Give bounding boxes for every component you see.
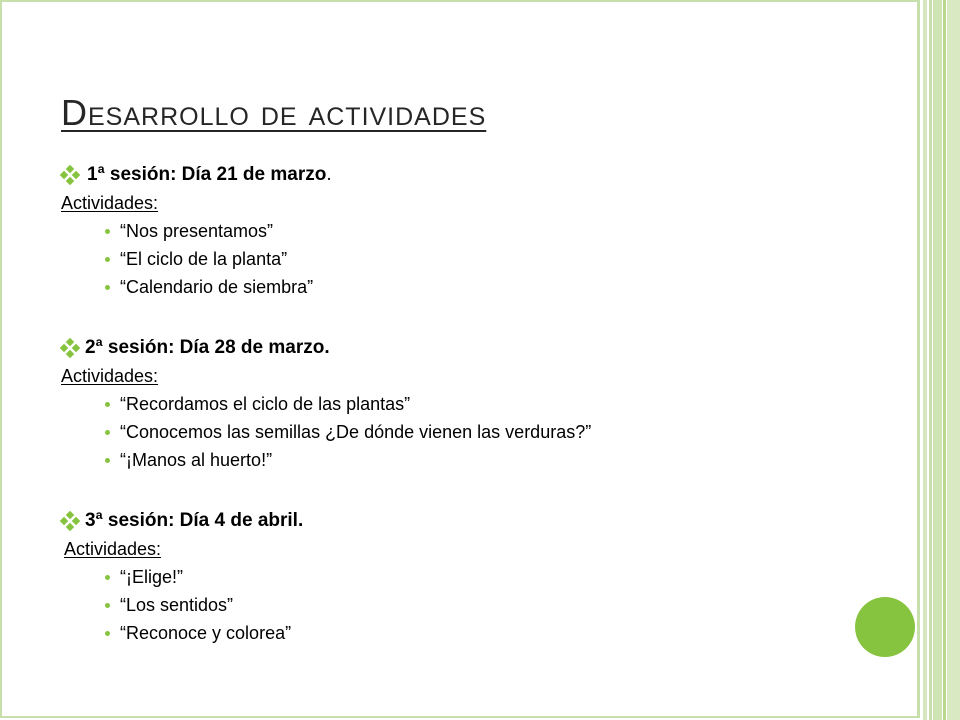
list-item bbox=[105, 619, 841, 647]
activities-label: Actividades: bbox=[61, 366, 159, 386]
round-bullet-icon bbox=[105, 575, 110, 580]
session-heading-text: 2ª sesión: Día 28 de marzo. bbox=[85, 337, 330, 358]
side-stripe bbox=[943, 0, 946, 720]
activity-list bbox=[61, 390, 841, 474]
session-heading bbox=[61, 160, 841, 190]
activity-text: “Recordamos el ciclo de las plantas” bbox=[120, 393, 411, 414]
list-item bbox=[105, 418, 841, 446]
four-diamond-bullet-icon bbox=[61, 166, 79, 184]
activity-text: “El ciclo de la planta” bbox=[120, 248, 288, 269]
activity-list bbox=[61, 563, 841, 647]
activities-label: Actividades: bbox=[64, 539, 162, 559]
list-item bbox=[105, 563, 841, 591]
round-bullet-icon bbox=[105, 285, 110, 290]
round-bullet-icon bbox=[105, 430, 110, 435]
activity-text: “¡Elige!” bbox=[120, 566, 184, 587]
four-diamond-bullet-icon bbox=[61, 339, 79, 357]
activity-text: “Reconoce y colorea” bbox=[120, 622, 292, 643]
session-heading bbox=[61, 506, 841, 536]
list-item bbox=[105, 217, 841, 245]
activity-text: “¡Manos al huerto!” bbox=[120, 449, 273, 470]
side-stripe bbox=[947, 0, 960, 720]
round-bullet-icon bbox=[105, 257, 110, 262]
side-stripe bbox=[929, 0, 932, 720]
list-item bbox=[105, 390, 841, 418]
side-stripe bbox=[933, 0, 942, 720]
green-circle-decoration bbox=[855, 597, 915, 657]
session-heading-text: 3ª sesión: Día 4 de abril. bbox=[85, 510, 304, 531]
activities-label: Actividades: bbox=[61, 193, 159, 213]
session-heading-text: 1ª sesión: Día 21 de marzo bbox=[87, 164, 327, 185]
list-item bbox=[105, 273, 841, 301]
list-item bbox=[105, 591, 841, 619]
activity-text: “Nos presentamos” bbox=[120, 220, 274, 241]
session-1 bbox=[61, 160, 841, 301]
round-bullet-icon bbox=[105, 229, 110, 234]
list-item bbox=[105, 245, 841, 273]
page-title: Desarrollo de actividades bbox=[61, 92, 487, 133]
round-bullet-icon bbox=[105, 458, 110, 463]
activity-text: “Los sentidos” bbox=[120, 594, 234, 615]
session-3 bbox=[61, 506, 841, 647]
session-heading-suffix: . bbox=[326, 164, 332, 185]
activity-text: “Conocemos las semillas ¿De dónde vienen las verduras?” bbox=[120, 421, 592, 442]
session-2 bbox=[61, 333, 841, 474]
round-bullet-icon bbox=[105, 603, 110, 608]
round-bullet-icon bbox=[105, 402, 110, 407]
list-item bbox=[105, 446, 841, 474]
session-heading bbox=[61, 333, 841, 363]
session-list bbox=[61, 160, 841, 647]
activity-text: “Calendario de siembra” bbox=[120, 276, 314, 297]
four-diamond-bullet-icon bbox=[61, 512, 79, 530]
round-bullet-icon bbox=[105, 631, 110, 636]
side-stripe bbox=[923, 0, 927, 720]
activity-list bbox=[61, 217, 841, 301]
